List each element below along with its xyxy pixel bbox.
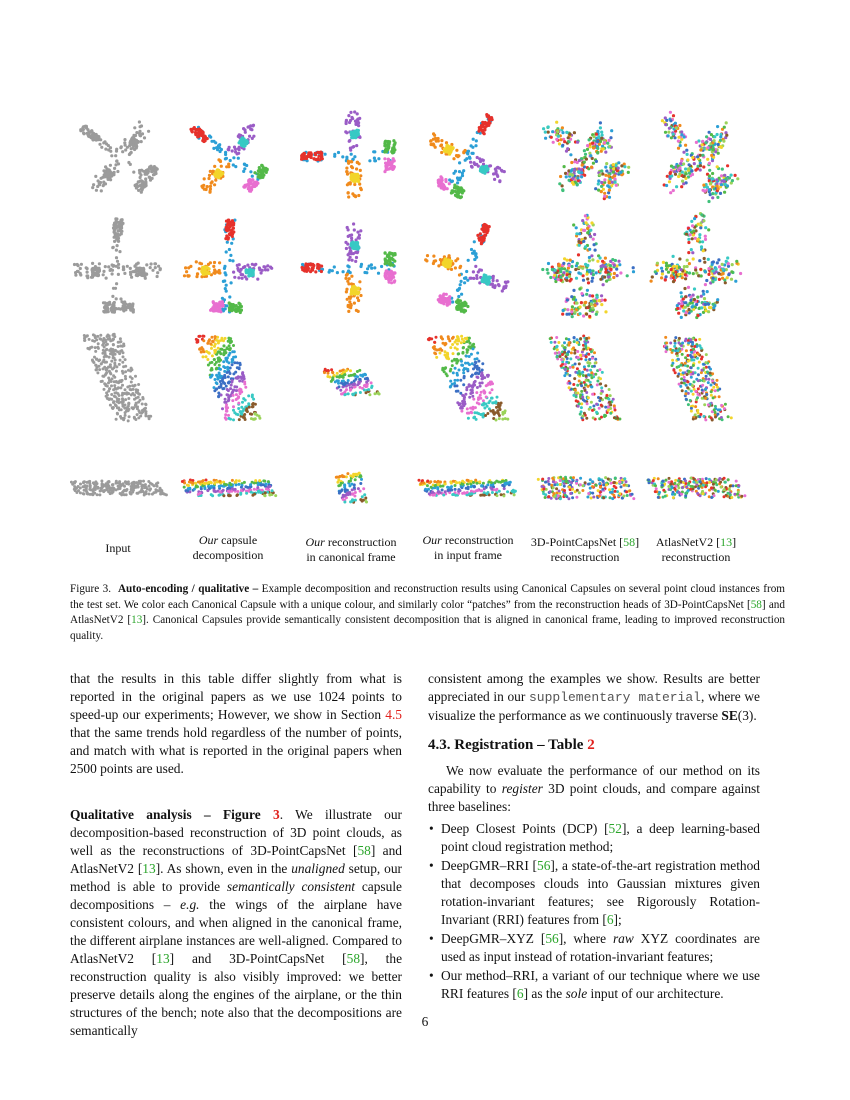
column-label-input-frame: Our reconstruction in input frame: [422, 533, 514, 562]
left-column: [70, 670, 402, 1040]
section-ref-link[interactable]: 4.5: [385, 707, 402, 722]
figure-caption: Figure 3. Auto-encoding / qualitative – Example decomposition and reconstruction results using Canonical Capsules on several point cloud instances from the test set. We color each Canonical Capsule with a unique colour, and similarly color “patches” from the reconstruction heads of 3D-PointCapsNet [58] and AtlasNetV2 [13]. Canonical Capsules provide semantically consistent decomposition that is aligned in canonical frame, leading to improved reconstruction quality.: [70, 583, 786, 642]
point-cloud: [647, 477, 747, 500]
point-cloud: [541, 214, 635, 319]
point-cloud: [83, 333, 152, 423]
point-cloud: [537, 476, 636, 501]
citation-link[interactable]: 58: [357, 843, 371, 858]
point-cloud: [195, 335, 262, 422]
citation-link[interactable]: 13: [156, 951, 170, 966]
citation-link[interactable]: 56: [545, 931, 559, 946]
point-cloud: [424, 223, 509, 314]
point-cloud: [549, 335, 622, 422]
citation-link[interactable]: 6: [516, 986, 524, 1001]
column-label-input: Input: [105, 541, 131, 555]
point-cloud: [79, 120, 159, 193]
point-cloud: [189, 124, 268, 194]
baselines-list: [428, 820, 760, 1003]
point-cloud: [70, 480, 168, 497]
point-cloud: [335, 472, 368, 504]
point-cloud: [181, 479, 277, 498]
citation-link[interactable]: 56: [537, 858, 551, 873]
point-cloud: [300, 110, 397, 198]
point-cloud: [323, 368, 381, 397]
figure-3-point-clouds: [70, 98, 790, 523]
paragraph-registration-intro: We now evaluate the performance of our method on its capability to register 3D point clouds, and compare against three baselines:: [428, 763, 760, 814]
list-item: • DeepGMR–RRI [56], a state-of-the-art registration method that decomposes clouds into Gaussian mixtures given rotation-invariant features; see Rigorously Rotation-Invariant (RRI) features from [6];: [428, 857, 760, 929]
point-cloud: [301, 222, 397, 313]
figure-column-labels: [70, 533, 790, 569]
column-label-canonical-frame: Our reconstruction in canonical frame: [305, 535, 397, 564]
point-cloud: [427, 335, 509, 422]
list-item: • DeepGMR–XYZ [56], where raw XYZ coordinates are used as input instead of rotation-invariant features;: [428, 930, 760, 966]
point-cloud: [650, 212, 743, 319]
paragraph-qualitative-analysis: Qualitative analysis – Figure 3. We illustrate our decomposition-based reconstruction of 3D point clouds, as well as the reconstructions of 3D-PointCapsNet [58] and AtlasNetV2 [13]. As shown, even in the unaligned setup, our method is able to provide semantically consistent capsule decompositions – e.g. the wings of the airplane have consistent colours, and when aligned in the canonical frame, the different airplane instances are well-aligned. Compared to AtlasNetV2 [13] and 3D-PointCapsNet [58], the reconstruction quality is also visibly improved: we better preserve details along the engines of the airplane, or the thin structures of the bench; note also that the decompositions are semantically: [70, 807, 403, 1038]
right-column: [428, 670, 760, 1004]
point-cloud: [663, 336, 733, 422]
citation-link[interactable]: 13: [142, 861, 156, 876]
page-number: 6: [421, 1014, 429, 1029]
point-cloud: [542, 121, 630, 201]
column-label-capsule-decomposition: Our capsule decomposition: [192, 533, 264, 562]
paragraph-consistent: consistent among the examples we show. Results are better appreciated in our supplementary material, where we visualize the performance as we continuously traverse SE(3).: [428, 671, 760, 723]
column-label-atlasnetv2: AtlasNetV2 [13] reconstruction: [655, 535, 737, 564]
list-item: • Deep Closest Points (DCP) [52], a deep learning-based point cloud registration method;: [428, 820, 760, 856]
paragraph-results-note: that the results in this table differ slightly from what is reported in the original papers as we use 1024 points to speed-up our experiments; However, we show in Section 4.5 that the same trends hold regardless of the number of points, and match with what is reported in the original papers when 2500 points are used.: [70, 671, 402, 776]
column-label-pointcapsnet: 3D-PointCapsNet [58] reconstruction: [530, 535, 640, 564]
point-cloud: [661, 111, 740, 203]
point-cloud: [429, 113, 506, 199]
table-ref-link[interactable]: 2: [587, 737, 595, 753]
list-item: • Our method–RRI, a variant of our technique where we use RRI features [6] as the sole input of our architecture.: [428, 967, 760, 1003]
citation-link[interactable]: 58: [346, 951, 361, 966]
section-heading-registration: 4.3. Registration – Table 2: [428, 737, 595, 753]
figure-ref-link[interactable]: 3: [273, 807, 280, 822]
citation-link[interactable]: 6: [606, 912, 614, 927]
point-cloud: [418, 479, 517, 498]
point-cloud: [183, 219, 273, 315]
point-cloud: [73, 217, 162, 313]
citation-link[interactable]: 52: [608, 821, 622, 836]
